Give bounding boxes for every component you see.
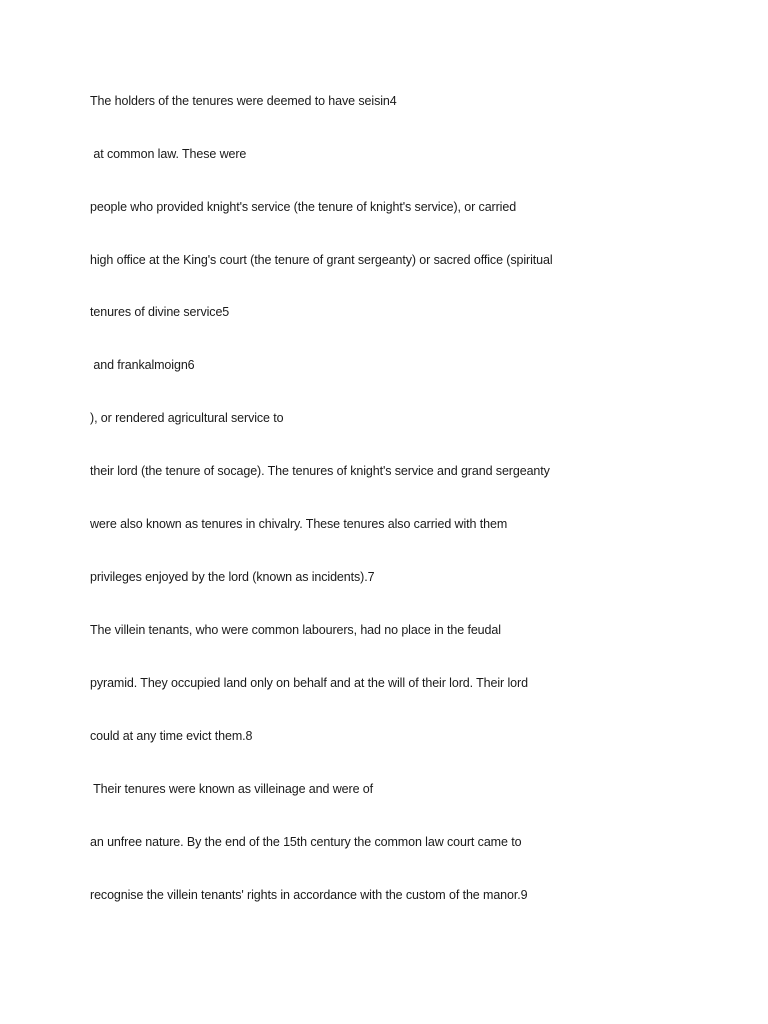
- text-line: ), or rendered agricultural service to: [90, 411, 284, 425]
- text-line: tenures of divine service5: [90, 305, 230, 319]
- text-line: were also known as tenures in chivalry. These tenures also carried with them: [90, 517, 508, 531]
- text-line: and frankalmoign6: [90, 358, 195, 372]
- text-line: could at any time evict them.8: [90, 729, 253, 743]
- text-line: high office at the King's court (the tenure of grant sergeanty) or sacred office (spiritual: [90, 253, 553, 267]
- text-line: privileges enjoyed by the lord (known as incidents).7: [90, 570, 375, 584]
- text-line: an unfree nature. By the end of the 15th century the common law court came to: [90, 835, 522, 849]
- text-line: at common law. These were: [90, 147, 247, 161]
- text-line: pyramid. They occupied land only on behalf and at the will of their lord. Their lord: [90, 676, 528, 690]
- text-line: their lord (the tenure of socage). The tenures of knight's service and grand sergeanty: [90, 464, 550, 478]
- text-line: recognise the villein tenants' rights in accordance with the custom of the manor.9: [90, 888, 528, 902]
- text-line: The villein tenants, who were common labourers, had no place in the feudal: [90, 623, 501, 637]
- text-line: The holders of the tenures were deemed to have seisin4: [90, 94, 397, 108]
- text-line: Their tenures were known as villeinage and were of: [90, 782, 374, 796]
- text-line: people who provided knight's service (the tenure of knight's service), or carried: [90, 200, 517, 214]
